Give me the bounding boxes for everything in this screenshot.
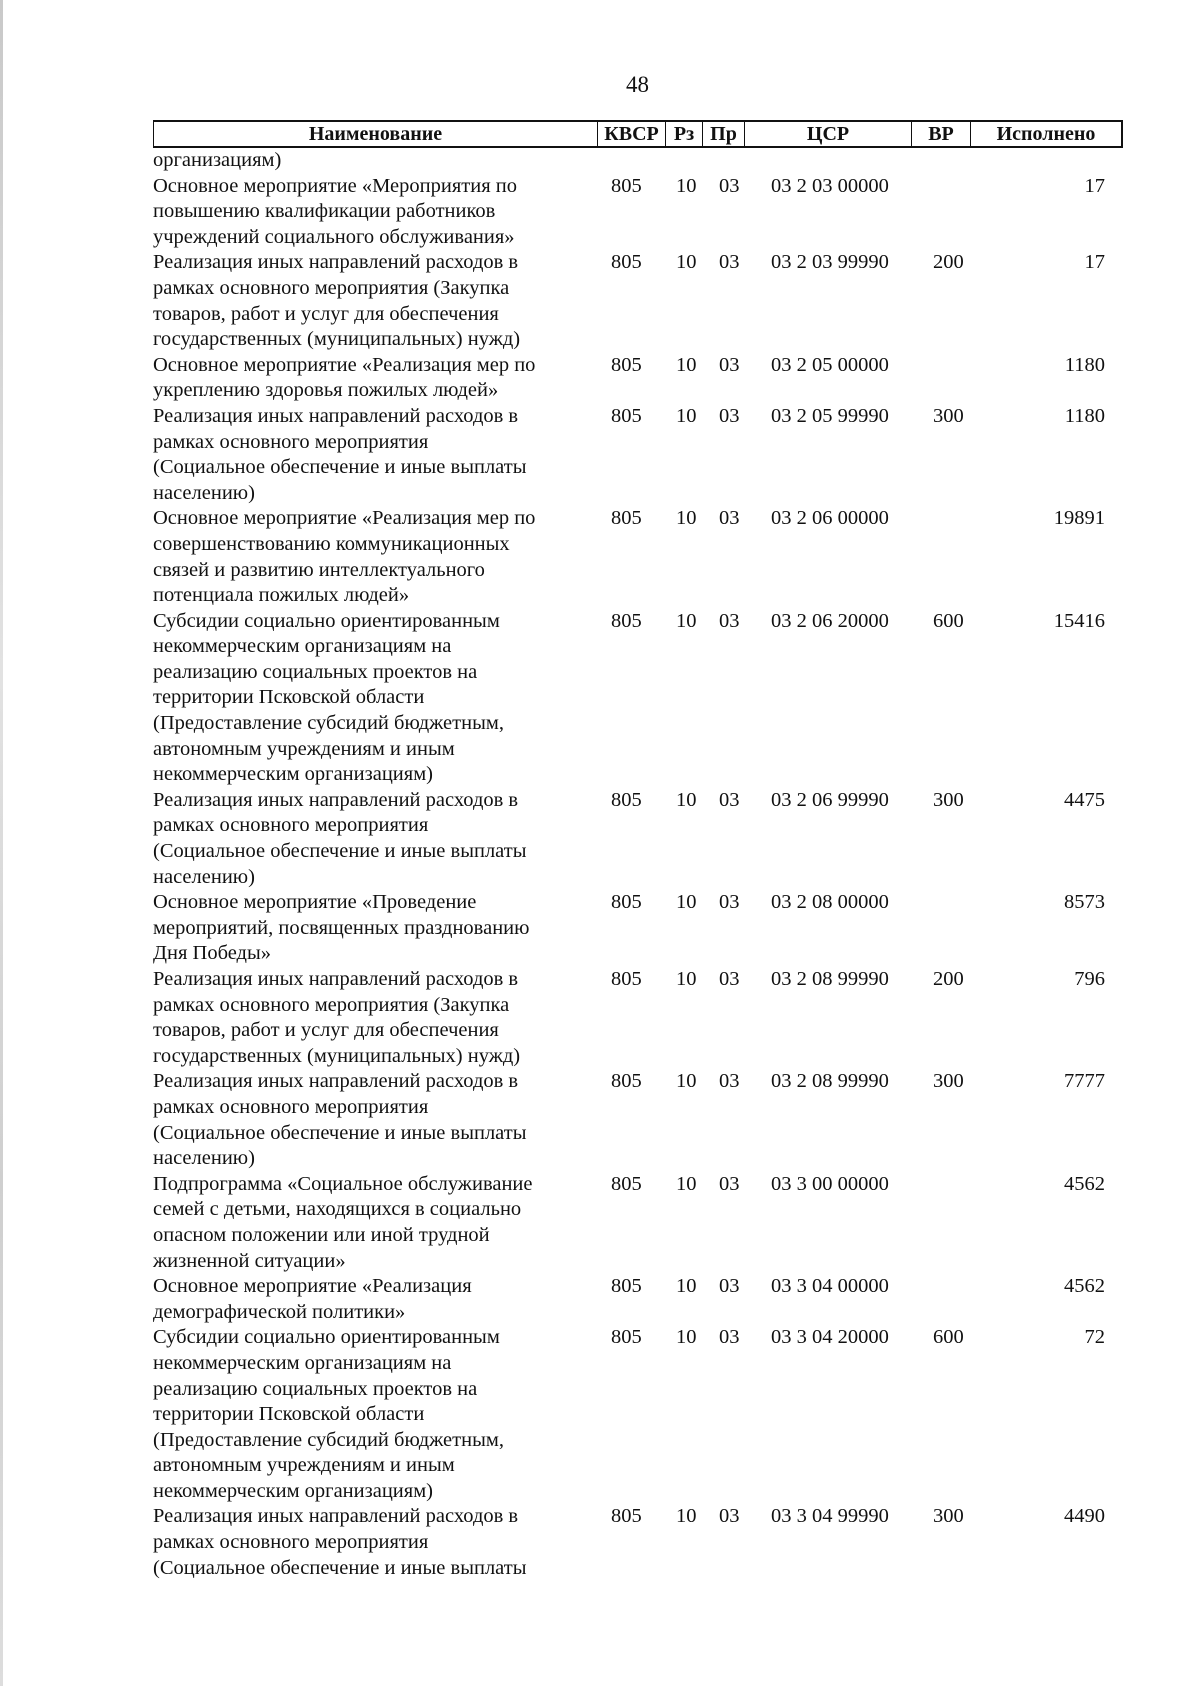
row-rz: 10	[676, 251, 697, 274]
row-kvsr: 805	[611, 251, 642, 274]
row-name: Субсидии социально ориентированным некоммерческим организациям на реализацию социальных проектов на территории Псковской области (Предоставление субсидий бюджетным, автономным учреждениям и иным некоммерческим организациям)	[153, 1326, 504, 1502]
header-kvsr: КВСР	[598, 122, 666, 146]
row-pr: 03	[719, 788, 740, 811]
row-executed: 7777	[1064, 1070, 1105, 1093]
row-name: Основное мероприятие «Реализация мер по укреплению здоровья пожилых людей»	[153, 353, 536, 402]
row-name: Основное мероприятие «Реализация демографической политики»	[153, 1275, 472, 1323]
row-vr: 600	[933, 1326, 964, 1349]
row-kvsr: 805	[611, 1326, 642, 1349]
row-pr: 03	[719, 968, 740, 990]
row-csr: 03 2 08 00000	[771, 891, 889, 914]
row-rz: 10	[676, 891, 697, 914]
row-rz: 10	[676, 1070, 697, 1093]
row-kvsr: 805	[611, 174, 642, 197]
row-executed: 4475	[1064, 788, 1105, 811]
row-csr: 03 3 04 20000	[771, 1326, 889, 1349]
row-csr: 03 3 04 00000	[771, 1275, 889, 1298]
row-vr: 300	[933, 1070, 964, 1093]
table-row	[153, 506, 1123, 608]
row-csr: 03 2 08 99990	[771, 968, 889, 990]
row-executed: 4490	[1064, 1505, 1105, 1528]
row-executed: 1180	[1064, 353, 1105, 376]
row-rz: 10	[676, 507, 697, 530]
row-rz: 10	[676, 1505, 697, 1528]
row-pr: 03	[719, 609, 740, 632]
row-kvsr: 805	[611, 353, 642, 376]
row-executed: 4562	[1064, 1275, 1105, 1298]
table-row	[153, 353, 1123, 404]
row-pr: 03	[719, 1505, 740, 1528]
row-csr: 03 2 03 00000	[771, 174, 889, 197]
row-rz: 10	[676, 353, 697, 376]
table-row	[153, 1069, 1123, 1171]
row-name: Субсидии социально ориентированным некоммерческим организациям на реализацию социальных проектов на территории Псковской области (Предоставление субсидий бюджетным, автономным учреждениям и иным некоммерческим организациям)	[153, 609, 504, 786]
header-executed: Исполнено	[996, 123, 1096, 145]
table-row	[153, 404, 1123, 506]
row-pr: 03	[719, 1326, 740, 1349]
table-row	[153, 148, 1123, 174]
row-executed: 15416	[1053, 609, 1105, 632]
row-name: Основное мероприятие «Мероприятия по повышению квалификации работников учреждений социального обслуживания»	[153, 174, 517, 248]
row-csr: 03 2 05 00000	[771, 353, 889, 376]
scan-edge	[0, 0, 3, 1686]
table-row	[153, 174, 1123, 251]
row-executed: 796	[1074, 968, 1105, 990]
row-rz: 10	[676, 1275, 697, 1298]
table-row	[153, 609, 1123, 788]
row-rz: 10	[676, 174, 697, 197]
row-pr: 03	[719, 404, 740, 427]
table-body	[153, 148, 1123, 1581]
row-name: Реализация иных направлений расходов в рамках основного мероприятия (Социальное обеспечение и иные выплаты населению)	[153, 1070, 527, 1170]
row-name: организациям)	[153, 149, 282, 171]
row-vr: 600	[933, 609, 964, 632]
row-csr: 03 2 06 99990	[771, 788, 889, 811]
row-kvsr: 805	[611, 609, 642, 632]
header-rz: Рз	[666, 122, 703, 146]
table-row	[153, 1274, 1123, 1325]
row-pr: 03	[719, 891, 740, 914]
row-kvsr: 805	[611, 788, 642, 811]
row-executed: 17	[1084, 251, 1105, 274]
row-name: Реализация иных направлений расходов в рамках основного мероприятия (Закупка товаров, работ и услуг для обеспечения государственных (муниципальных) нужд)	[153, 968, 521, 1067]
row-name: Реализация иных направлений расходов в рамках основного мероприятия (Социальное обеспечение и иные выплаты	[153, 1505, 527, 1579]
budget-table	[153, 120, 1123, 1581]
row-executed: 17	[1084, 174, 1105, 197]
row-pr: 03	[719, 353, 740, 376]
row-kvsr: 805	[611, 1070, 642, 1093]
row-executed: 8573	[1064, 891, 1105, 914]
row-rz: 10	[676, 1172, 697, 1195]
row-name: Реализация иных направлений расходов в рамках основного мероприятия (Социальное обеспечение и иные выплаты населению)	[153, 404, 527, 504]
row-kvsr: 805	[611, 1505, 642, 1528]
row-pr: 03	[719, 174, 740, 197]
row-kvsr: 805	[611, 507, 642, 530]
table-row	[153, 890, 1123, 967]
row-rz: 10	[676, 968, 697, 990]
row-rz: 10	[676, 404, 697, 427]
row-rz: 10	[676, 788, 697, 811]
row-executed: 19891	[1053, 507, 1105, 530]
row-kvsr: 805	[611, 968, 642, 990]
row-executed: 1180	[1064, 404, 1105, 427]
row-rz: 10	[676, 1326, 697, 1349]
row-pr: 03	[719, 1070, 740, 1093]
row-csr: 03 3 04 99990	[771, 1505, 889, 1528]
row-name: Реализация иных направлений расходов в рамках основного мероприятия (Закупка товаров, работ и услуг для обеспечения государственных (муниципальных) нужд)	[153, 251, 521, 351]
row-csr: 03 3 00 00000	[771, 1172, 889, 1195]
row-kvsr: 805	[611, 1172, 642, 1195]
header-pr: Пр	[703, 122, 745, 146]
row-vr: 300	[933, 1505, 964, 1528]
table-header	[153, 120, 1123, 148]
page-number: 48	[626, 72, 649, 97]
table-row	[153, 788, 1123, 890]
table-row	[153, 1325, 1123, 1504]
row-vr: 300	[933, 404, 964, 427]
row-vr: 200	[933, 968, 964, 990]
row-csr: 03 2 03 99990	[771, 251, 889, 274]
row-name: Основное мероприятие «Проведение мероприятий, посвященных празднованию Дня Победы»	[153, 891, 530, 965]
row-csr: 03 2 08 99990	[771, 1070, 889, 1093]
row-pr: 03	[719, 1275, 740, 1298]
row-pr: 03	[719, 507, 740, 530]
row-name: Подпрограмма «Социальное обслуживание семей с детьми, находящихся в социально опасном положении или иной трудной жизненной ситуации»	[153, 1172, 533, 1272]
row-kvsr: 805	[611, 1275, 642, 1298]
header-name: Наименование	[154, 122, 598, 146]
row-csr: 03 2 06 00000	[771, 507, 889, 530]
row-vr: 200	[933, 251, 964, 274]
row-rz: 10	[676, 609, 697, 632]
row-kvsr: 805	[611, 891, 642, 914]
row-csr: 03 2 05 99990	[771, 404, 889, 427]
row-executed: 72	[1084, 1326, 1105, 1349]
row-name: Основное мероприятие «Реализация мер по совершенствованию коммуникационных связей и развитию интеллектуального потенциала пожилых людей»	[153, 507, 536, 607]
header-csr: ЦСР	[745, 122, 912, 146]
row-pr: 03	[719, 1172, 740, 1195]
row-csr: 03 2 06 20000	[771, 609, 889, 632]
header-vr: ВР	[912, 122, 971, 146]
row-name: Реализация иных направлений расходов в рамках основного мероприятия (Социальное обеспечение и иные выплаты населению)	[153, 788, 527, 888]
row-vr: 300	[933, 788, 964, 811]
table-row	[153, 250, 1123, 352]
table-row	[153, 967, 1123, 1069]
row-kvsr: 805	[611, 404, 642, 427]
table-row	[153, 1172, 1123, 1274]
table-row	[153, 1504, 1123, 1581]
row-pr: 03	[719, 251, 740, 274]
row-executed: 4562	[1064, 1172, 1105, 1195]
